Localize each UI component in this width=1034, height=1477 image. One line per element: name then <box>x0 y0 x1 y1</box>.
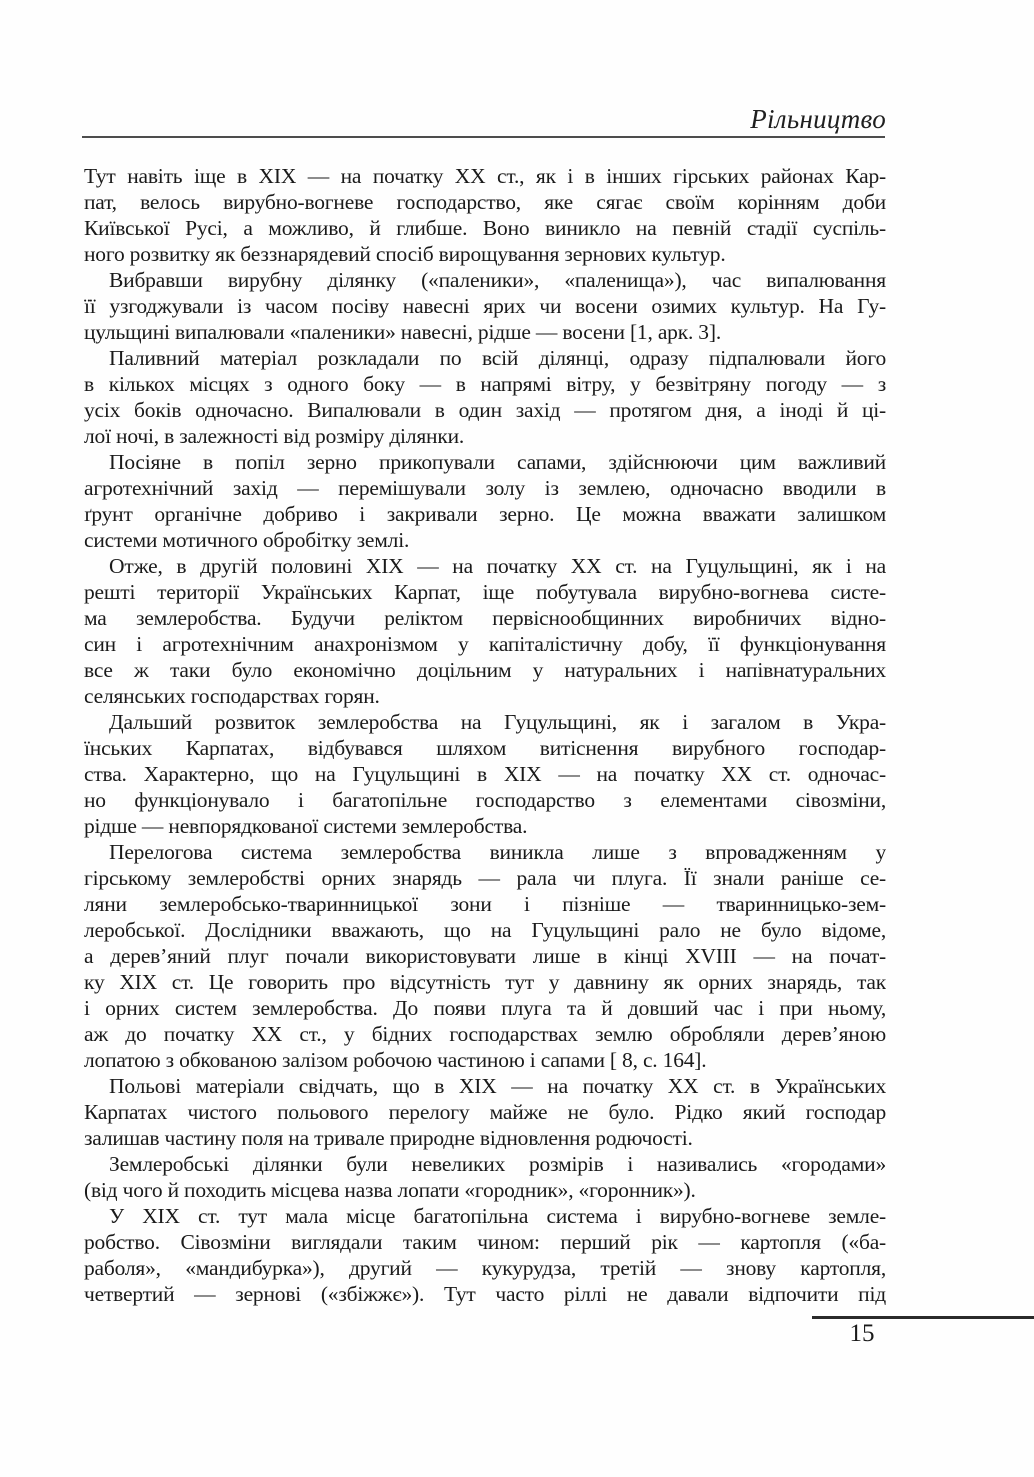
text-line: лопатою з обкованою залізом робочою частиною і сапами [ 8, с. 164]. <box>84 1048 707 1072</box>
text-line: леробської. Дослідники вважають, що на Гуцульщині рало не було відоме, <box>84 918 886 942</box>
text-line: залишав частину поля на тривале природне відновлення родючості. <box>84 1126 693 1150</box>
text-line: ляни землеробсько-тваринницької зони і пізніше — тваринницько-зем- <box>84 892 886 916</box>
text-line: ґрунт органічне добриво і закривали зерно. Це можна вважати залишком <box>84 502 886 526</box>
text-line: селянських господарствах горян. <box>84 684 380 708</box>
text-line: агротехнічний захід — перемішували золу із землею, одночасно вводили в <box>84 476 886 500</box>
text-line: Дальший розвиток землеробства на Гуцульщині, як і загалом в Укра- <box>109 710 886 734</box>
text-column <box>84 163 886 1307</box>
text-line: Тут навіть іще в XIX — на початку XX ст., як і в інших гірських районах Кар- <box>84 164 886 188</box>
text-line: робство. Сівозміни виглядали таким чином: перший рік — картопля («ба- <box>84 1230 886 1254</box>
text-line: і орних систем землеробства. До появи плуга та й довший час і при ньому, <box>84 996 886 1020</box>
text-line: усіх боків одночасно. Випалювали в один захід — протягом дня, а іноді й ці- <box>84 398 886 422</box>
text-line: Польові матеріали свідчать, що в XIX — на початку XX ст. в Українських <box>109 1074 886 1098</box>
text-line: но функціонувало і багатопільне господарство з елементами сівозміни, <box>84 788 886 812</box>
text-line: Отже, в другій половині XIX — на початку XX ст. на Гуцульщині, як і на <box>109 554 886 578</box>
header-rule <box>82 136 885 138</box>
text-line: в кількох місцях з одного боку — в напрямі вітру, у безвітряну погоду — з <box>84 372 886 396</box>
text-line: а дерев’яний плуг почали використовувати лише в кінці XVIII — на почат- <box>84 944 886 968</box>
text-line: Паливний матеріал розкладали по всій ділянці, одразу підпалювали його <box>109 346 886 370</box>
text-line: син і агротехнічним анахронізмом у капіталістичну добу, її функціонування <box>84 632 886 656</box>
text-line: решті території Українських Карпат, іще побутувала вирубно-вогнева систе- <box>84 580 886 604</box>
text-line: цульщині випалювали «паленики» навесні, рідше — восени [1, арк. 3]. <box>84 320 721 344</box>
text-line: Карпатах чистого польового перелогу майже не було. Рідко який господар <box>84 1100 886 1124</box>
text-line: Посіяне в попіл зерно прикопували сапами, здійснюючи цим важливий <box>109 450 886 474</box>
text-line: їнських Карпатах, відбувався шляхом витіснення вирубного господар- <box>84 736 886 760</box>
running-header: Рільництво <box>750 104 886 134</box>
text-line: Вибравши вирубну ділянку («паленики», «паленища»), час випалювання <box>109 268 886 292</box>
text-line: Київської Русі, а можливо, й глибше. Воно виникло на певній стадії суспіль- <box>84 216 886 240</box>
text-line: (від чого й походить місцева назва лопати «городник», «горонник»). <box>84 1178 696 1202</box>
text-line: аж до початку XX ст., у бідних господарствах землю обробляли дерев’яною <box>84 1022 886 1046</box>
text-line: четвертий — зернові («збіжжє»). Тут часто ріллі не давали відпочити під <box>84 1282 886 1306</box>
text-line: її узгоджували із часом посіву навесні ярих чи восени озимих культур. На Гу- <box>84 294 886 318</box>
text-line: раболя», «мандибурка»), другий — кукурудза, третій — знову картопля, <box>84 1256 886 1280</box>
text-line: ку XIX ст. Це говорить про відсутність тут у давнину як орних знарядь, так <box>84 970 886 994</box>
text-line: лої ночі, в залежності від розміру ділянки. <box>84 424 465 448</box>
text-line: Землеробські ділянки були невеликих розмірів і називались «городами» <box>109 1152 886 1176</box>
text-line: пат, велось вирубно-вогневе господарство, яке сягає своїм корінням доби <box>84 190 886 214</box>
text-line: У XIX ст. тут мала місце багатопільна система і вирубно-вогневе земле- <box>109 1204 886 1228</box>
text-line: ства. Характерно, що на Гуцульщині в XIX — на початку XX ст. одночас- <box>84 762 886 786</box>
text-line: Перелогова система землеробства виникла лише з впровадженням у <box>109 840 886 864</box>
text-line: системи мотичного обробітку землі. <box>84 528 410 552</box>
text-line: все ж таки було економічно доцільним у натуральних і напівнатуральних <box>84 658 886 682</box>
text-line: ного розвитку як беззнарядевий спосіб вирощування зернових культур. <box>84 242 726 266</box>
text-line: рідше — невпорядкованої системи землеробства. <box>84 814 528 838</box>
footer-rule <box>812 1316 1034 1319</box>
text-line: гірському землеробстві орних знарядь — рала чи плуга. Її знали раніше се- <box>84 866 886 890</box>
text-line: ма землеробства. Будучи реліктом первіснообщинних виробничих відно- <box>84 606 886 630</box>
page-number: 15 <box>849 1320 875 1347</box>
